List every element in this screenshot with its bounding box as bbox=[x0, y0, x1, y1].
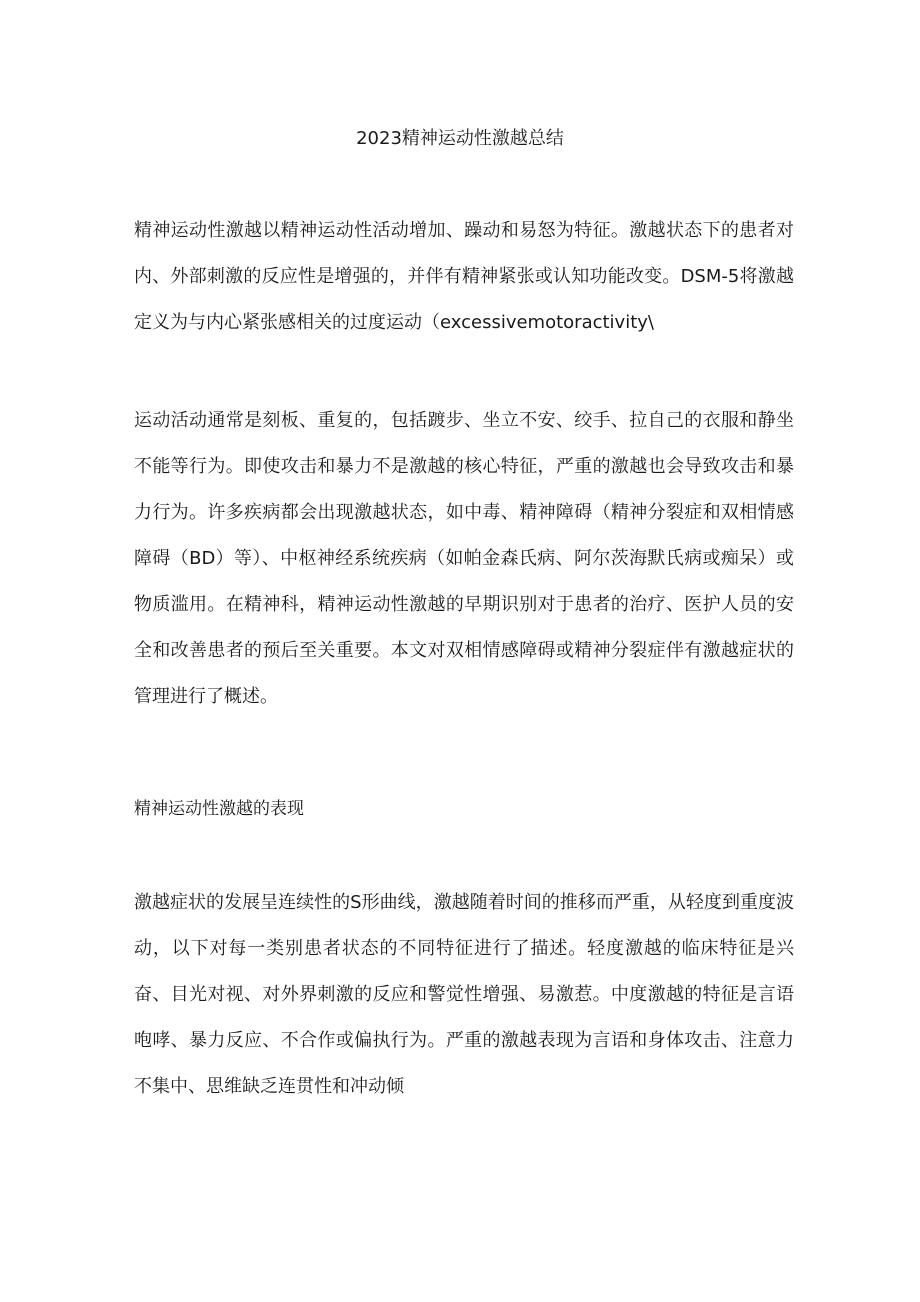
section-heading: 精神运动性激越的表现 bbox=[134, 799, 304, 819]
paragraph-manifestation: 激越症状的发展呈连续性的S形曲线，激越随着时间的推移而严重，从轻度到重度波动，以下对每一类别患者状态的不同特征进行了描述。轻度激越的临床特征是兴奋、目光对视、对外界刺激的反应和警觉性增强、易激惹。中度激越的特征是言语咆哮、暴力反应、不合作或偏执行为。严重的激越表现为言语和身体攻击、注意力不集中、思维缺乏连贯性和冲动倾 bbox=[134, 892, 794, 1097]
document-title: 2023精神运动性激越总结 bbox=[356, 128, 564, 149]
paragraph-motor-activity: 运动活动通常是刻板、重复的，包括踱步、坐立不安、绞手、拉自己的衣服和静坐不能等行为。即使攻击和暴力不是激越的核心特征，严重的激越也会导致攻击和暴力行为。许多疾病都会出现激越状态，如中毒、精神障碍（精神分裂症和双相情感障碍（BD）等）、中枢神经系统疾病（如帕金森氏病、阿尔茨海默氏病或痴呆）或物质滥用。在精神科，精神运动性激越的早期识别对于患者的治疗、医护人员的安全和改善患者的预后至关重要。本文对双相情感障碍或精神分裂症伴有激越症状的管理进行了概述。 bbox=[134, 410, 794, 707]
paragraph-intro: 精神运动性激越以精神运动性活动增加、躁动和易怒为特征。激越状态下的患者对内、外部刺激的反应性是增强的，并伴有精神紧张或认知功能改变。DSM-5将激越定义为与内心紧张感相关的过度运动（excessivemotoractivity\ bbox=[134, 220, 794, 333]
